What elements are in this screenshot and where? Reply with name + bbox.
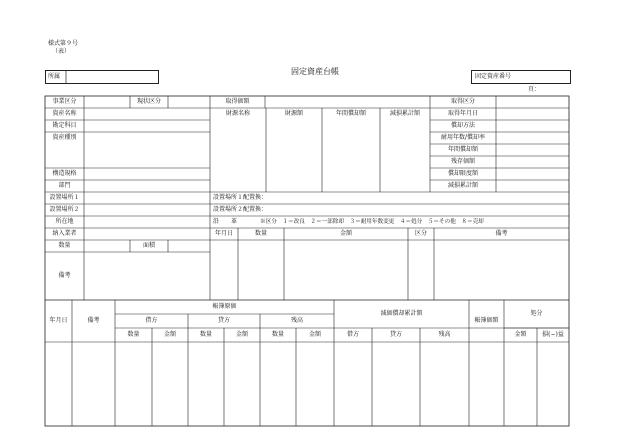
history-date-label: 年月日 (214, 230, 233, 237)
debit-amt-label: 金額 (163, 331, 176, 338)
source-amount-label: 財源額 (284, 110, 303, 117)
asset-type-label: 資産種別 (52, 134, 77, 141)
ledger-remarks-label: 備考 (87, 317, 100, 324)
balance-amt-label: 金額 (308, 331, 321, 338)
subject-label: 勘定科目 (52, 122, 77, 129)
balance-qty-label: 数量 (271, 331, 284, 338)
annual-depreciation-label: 年間償却額 (335, 110, 366, 117)
credit-amt-label: 金額 (235, 331, 248, 338)
ledger-date-label: 年月日 (49, 317, 68, 324)
page-title: 固定資産台帳 (291, 67, 339, 76)
history-codes: ※区分 １＝改良 ２＝一部除却 ３＝耐用年数変更 ４＝処分 ５＝その他 ８＝売却 (260, 219, 484, 225)
form-side: （表） (52, 48, 71, 55)
imp-debit-label: 借方 (346, 331, 359, 338)
imp-credit-label: 貸方 (389, 331, 402, 338)
current-class-label: 現状区分 (136, 98, 161, 105)
credit-qty-label: 数量 (199, 331, 212, 338)
dep-limit-label: 償却限度額 (447, 170, 478, 177)
disposal-amount-label: 金額 (514, 331, 527, 338)
impairment-dep-label: 減価償却累計額 (380, 310, 423, 317)
debit-qty-label: 数量 (127, 331, 140, 338)
acquisition-class-label: 取得区分 (450, 98, 475, 105)
site1-move-label: 設置場所１配置換： (213, 194, 268, 201)
history-quantity-label: 数量 (254, 230, 267, 237)
imp-balance-label: 残高 (438, 331, 451, 338)
asset-number-label: 固定資産番号 (475, 73, 512, 80)
asset-name-label: 資産名称 (52, 110, 77, 117)
location-label: 所在地 (55, 218, 74, 225)
remarks-label: 備考 (58, 272, 71, 279)
book-original-label: 帳簿原価 (212, 303, 237, 310)
useful-life-label: 耐用年数/償却率 (440, 134, 486, 141)
site2-move-label: 設置場所２配置換： (213, 206, 268, 213)
history-label: 沿 革 (213, 218, 238, 225)
supplier-label: 納入業者 (52, 230, 77, 237)
history-amount-label: 金額 (339, 230, 352, 237)
acquisition-date-label: 取得年月日 (447, 110, 478, 117)
residual-value-label: 残存価額 (450, 158, 475, 165)
page-label: 頁： (528, 86, 541, 93)
form-number: 様式第９号 (48, 40, 79, 47)
acquisition-price-label: 取得価額 (225, 98, 250, 105)
site1-label: 設置場所１ (49, 194, 80, 201)
depreciation-method-label: 償却方法 (450, 122, 475, 129)
history-category-label: 区分 (414, 230, 427, 237)
dept-label: 所属 (48, 73, 61, 80)
balance-label: 残高 (290, 317, 303, 324)
business-class-label: 事業区分 (52, 98, 77, 105)
source-name-label: 財源名称 (225, 110, 250, 117)
annual-dep-label: 年間償却額 (447, 146, 478, 153)
division-label: 部門 (58, 182, 71, 189)
disposal-label: 処分 (530, 310, 543, 317)
structure-label: 構造規格 (52, 170, 77, 177)
credit-label: 貸方 (217, 317, 230, 324)
site2-label: 設置場所２ (49, 206, 80, 213)
impairment-sum-label: 減損累計額 (447, 182, 478, 189)
impairment-total-label: 減損累計額 (389, 110, 420, 117)
quantity-label: 数量 (58, 242, 71, 249)
disposal-profit-label: 損(−)益 (542, 331, 564, 338)
book-value-label: 帳簿価額 (474, 317, 499, 324)
history-remarks-label: 備考 (495, 230, 508, 237)
debit-label: 借方 (145, 317, 158, 324)
area-label: 面積 (142, 242, 155, 249)
